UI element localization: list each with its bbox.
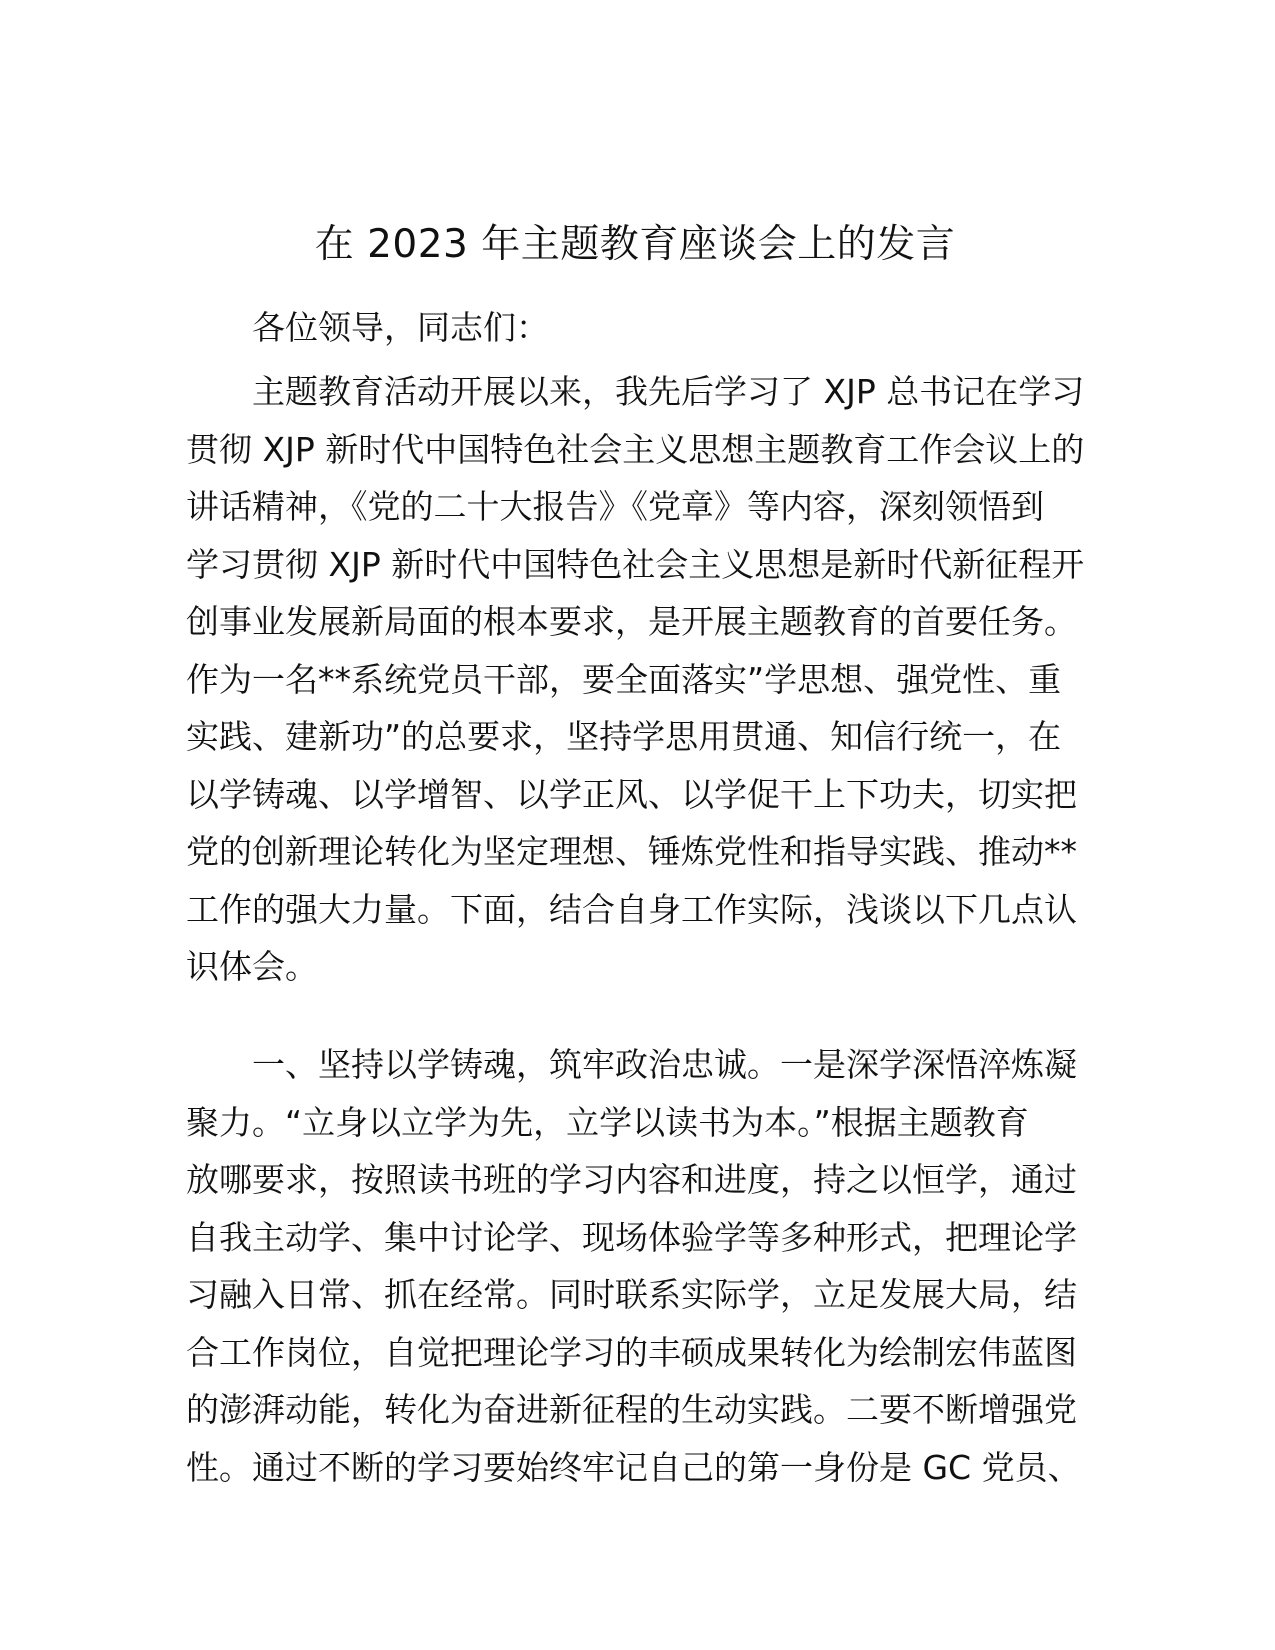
paragraph-line: 合工作岗位，自觉把理论学习的丰硕成果转化为绘制宏伟蓝图 bbox=[186, 1332, 1077, 1372]
intro-paragraph bbox=[186, 363, 1087, 996]
paragraph-line: 实践、建新功”的总要求，坚持学思用贯通、知信行统一，在 bbox=[186, 717, 1062, 756]
paragraph-line: 贯彻 XJP 新时代中国特色社会主义思想主题教育工作会议上的 bbox=[186, 429, 1085, 469]
paragraph-line: 聚力。“立身以立学为先，立学以读书为本。”根据主题教育 bbox=[186, 1102, 1029, 1142]
greeting-line: 各位领导，同志们： bbox=[252, 308, 549, 347]
paragraph-line: 创事业发展新局面的根本要求，是开展主题教育的首要任务。 bbox=[186, 602, 1077, 641]
paragraph-line: 的澎湃动能，转化为奋进新征程的生动实践。二要不断增强党 bbox=[186, 1390, 1077, 1429]
paragraph-line: 以学铸魂、以学增智、以学正风、以学促干上下功夫，切实把 bbox=[186, 774, 1077, 814]
document-title: 在 2023 年主题教育座谈会上的发言 bbox=[314, 222, 956, 267]
section-one-paragraph bbox=[186, 1036, 1087, 1496]
paragraph-line: 性。通过不断的学习要始终牢记自己的第一身份是 GC 党员、 bbox=[186, 1447, 1081, 1487]
paragraph-line: 讲话精神，《党的二十大报告》《党章》等内容，深刻领悟到 bbox=[186, 487, 1044, 526]
paragraph-line: 放哪要求，按照读书班的学习内容和进度，持之以恒学，通过 bbox=[186, 1160, 1077, 1199]
paragraph-line: 识体会。 bbox=[186, 947, 318, 986]
paragraph-line: 习融入日常、抓在经常。同时联系实际学，立足发展大局，结 bbox=[186, 1275, 1077, 1314]
paragraph-line: 主题教育活动开展以来，我先后学习了 XJP 总书记在学习 bbox=[252, 372, 1085, 411]
paragraph-line: 一、坚持以学铸魂，筑牢政治忠诚。一是深学深悟淬炼凝 bbox=[252, 1045, 1077, 1084]
paragraph-line: 作为一名**系统党员干部，要全面落实”学思想、强党性、重 bbox=[186, 659, 1062, 699]
paragraph-line: 党的创新理论转化为坚定理想、锤炼党性和指导实践、推动** bbox=[186, 832, 1077, 871]
paragraph-line: 自我主动学、集中讨论学、现场体验学等多种形式，把理论学 bbox=[186, 1217, 1077, 1257]
paragraph-line: 工作的强大力量。下面，结合自身工作实际，浅谈以下几点认 bbox=[186, 889, 1077, 929]
greeting-paragraph bbox=[186, 299, 1087, 357]
paragraph-line: 学习贯彻 XJP 新时代中国特色社会主义思想是新时代新征程开 bbox=[186, 544, 1085, 584]
